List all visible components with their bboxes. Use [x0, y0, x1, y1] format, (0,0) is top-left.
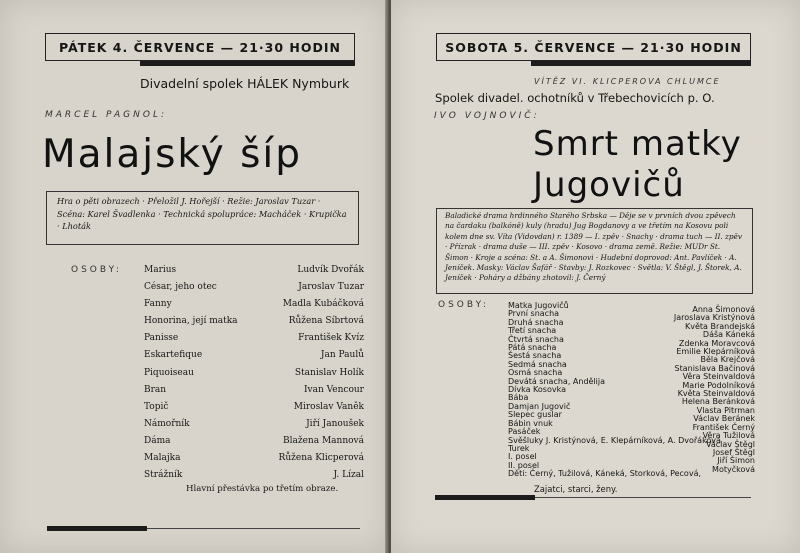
right-footer-bar: [435, 495, 535, 500]
cast-role: Osmá snacha: [508, 368, 563, 378]
cast-role: Čtvrtá snacha: [508, 334, 564, 344]
right-cast-actors: [621, 306, 755, 474]
cast-role: Honorina, její matka: [144, 316, 238, 327]
cast-role: II. posel: [508, 460, 540, 470]
cast-actor: Stanislava Bačinová: [674, 363, 755, 373]
cast-actor: Miroslav Vaněk: [293, 401, 364, 412]
cast-role: Děti: Černý, Tužilová, Káneká, Storková, Pecová,: [508, 469, 702, 479]
right-play-title-line1: Smrt matky: [533, 124, 742, 164]
cast-role: Pasáček: [508, 427, 541, 437]
cast-actor: Věra Steinvaldová: [682, 372, 755, 382]
left-header-bar: [140, 61, 355, 66]
left-date-header: PÁTEK 4. ČERVENCE — 21·30 HODIN: [45, 33, 355, 61]
cast-actor: Marie Podolníková: [682, 380, 755, 390]
right-page: [391, 0, 800, 553]
cast-role: Druhá snacha: [508, 317, 564, 327]
cast-role: Fanny: [144, 299, 172, 310]
right-cast-label: OSOBY:: [438, 300, 489, 310]
cast-actor: Jaroslava Kristýnová: [673, 313, 755, 323]
left-company: Divadelní spolek HÁLEK Nymburk: [140, 76, 350, 91]
cast-role: I. posel: [508, 452, 537, 462]
cast-actor: Růžena Klicperová: [278, 453, 364, 464]
cast-role: Turek: [508, 443, 530, 453]
cast-actor: Josef Štěgl: [712, 447, 755, 457]
left-footer-line: [147, 528, 360, 529]
cast-role: Matka Jugovičů: [508, 301, 569, 310]
cast-actor: Věra Tužilová: [702, 431, 755, 441]
cast-actor: Vlasta Pitrman: [696, 405, 755, 415]
right-author: IVO VOJNOVIČ:: [434, 111, 540, 121]
cast-actor: Ludvík Dvořák: [297, 265, 364, 275]
left-footer-bar: [47, 526, 147, 531]
left-page: [0, 0, 389, 553]
cast-role: Dívka Kosovka: [508, 385, 566, 395]
cast-actor: Růžena Síbrtová: [288, 316, 364, 327]
cast-role: Námořník: [144, 418, 190, 429]
cast-actor: Helena Beránková: [681, 397, 755, 407]
left-cast-roles: [144, 262, 238, 484]
cast-actor: Madla Kubáčková: [282, 299, 364, 310]
cast-role: Devátá snacha, Andělija: [508, 376, 606, 386]
cast-actor: Zdenka Moravcová: [678, 338, 755, 348]
right-winner-note: VÍTĚZ VI. KLICPEROVA CHLUMCE: [534, 77, 721, 86]
cast-actor: Jiří Janoušek: [306, 418, 364, 429]
cast-actor: Květa Steinvaldová: [677, 389, 755, 399]
left-credits-box: Hra o pěti obrazech · Přeložil J. Hořejší · Režie: Jaroslav Tuzar · Scéna: Karel Švadlenka · Technická spolupráce: Macháček · Krupička · Lhoták: [46, 191, 359, 245]
cast-actor: Ivan Vencour: [303, 384, 364, 395]
cast-role: Damjan Jugovič: [508, 401, 571, 411]
cast-role: César, jeho otec: [144, 282, 217, 293]
right-extras: Zajatci, starci, ženy.: [534, 484, 618, 494]
cast-actor: Jaroslav Tuzar: [298, 282, 364, 293]
cast-actor: Dáša Káneká: [702, 330, 755, 340]
right-company: Spolek divadel. ochotníků v Třebechovicích p. O.: [435, 91, 715, 105]
cast-role: Panisse: [144, 333, 179, 344]
cast-actor: Anna Šimonová: [692, 305, 755, 314]
right-date-header: SOBOTA 5. ČERVENCE — 21·30 HODIN: [436, 33, 751, 61]
cast-role: Třetí snacha: [508, 326, 557, 336]
cast-role: Bábin vnuk: [508, 418, 553, 428]
cast-actor: Jan Paulů: [320, 350, 364, 361]
cast-actor: Motyčková: [712, 464, 755, 474]
left-author: MARCEL PAGNOL:: [45, 110, 167, 120]
cast-role: Topič: [144, 401, 169, 412]
left-intermission-note: Hlavní přestávka po třetím obraze.: [186, 484, 339, 494]
left-play-title: Malajský šíp: [42, 132, 303, 177]
cast-role: Bába: [508, 393, 529, 403]
cast-actor: J. Lízal: [333, 470, 364, 481]
right-credits-box: Baladické drama hrdinného Starého Srbska — Děje se v prvních dvou zpěvech na čardaku (balkóně) kuly (hradu) Jug Bogdanovy a ve třetím na Kosovu poli kolem dne sv. Víta (Vidovdan) r. 1389 — I. zpěv · Snachy · drama tuch — II. zpěv · Přízrak · drama duše — III. zpěv · Kosovo · drama země. Režie: MUDr St. Šimon · Kroje a scéna: St. a A. Šimonovi · Hudební doprovod: Ant. Pavlíček · A. Jeníček. Masky: Václav Šafář · Stavby: J. Rozkovec · Světla: V. Štěgl, J. Štorek, A. Jeníček · Poháry a džbány zhotovil: J. Černý: [436, 208, 753, 294]
cast-actor: Emilie Klepárníková: [676, 347, 755, 357]
cast-actor: Stanislav Holík: [294, 367, 364, 378]
cast-actor: Blažena Mannová: [283, 435, 364, 446]
cast-role: Pátá snacha: [508, 343, 557, 353]
right-play-title-line2: Jugovičů: [533, 165, 685, 205]
cast-role: Slepec guslar: [508, 410, 562, 420]
cast-role: Sedmá snacha: [508, 359, 567, 369]
cast-role: První snacha: [508, 309, 560, 319]
cast-actor: František Černý: [692, 422, 755, 432]
cast-role: Bran: [144, 384, 167, 395]
cast-role: Svěšluky J. Kristýnová, E. Klepárníková, A. Dvořáková: [508, 435, 721, 445]
cast-role: Dáma: [144, 435, 171, 446]
left-cast-actors: [240, 262, 364, 484]
cast-actor: František Kvíz: [298, 333, 364, 344]
cast-actor: Jiří Šimon: [717, 456, 755, 466]
right-header-bar: [531, 61, 751, 66]
cast-role: Šestá snacha: [508, 351, 562, 361]
cast-role: Piquoiseau: [144, 367, 194, 378]
cast-role: Strážník: [144, 470, 183, 481]
cast-actor: Květa Brandejská: [684, 321, 755, 331]
cast-actor: Běla Krejčová: [700, 355, 755, 365]
cast-actor: Václav Beránek: [693, 414, 755, 424]
cast-actor: Václav Štěgl: [706, 439, 755, 449]
left-cast-label: OSOBY:: [71, 265, 122, 275]
cast-role: Eskartefique: [144, 350, 203, 361]
cast-role: Marius: [144, 265, 177, 275]
cast-role: Malajka: [144, 453, 181, 464]
right-footer-line: [535, 497, 751, 498]
